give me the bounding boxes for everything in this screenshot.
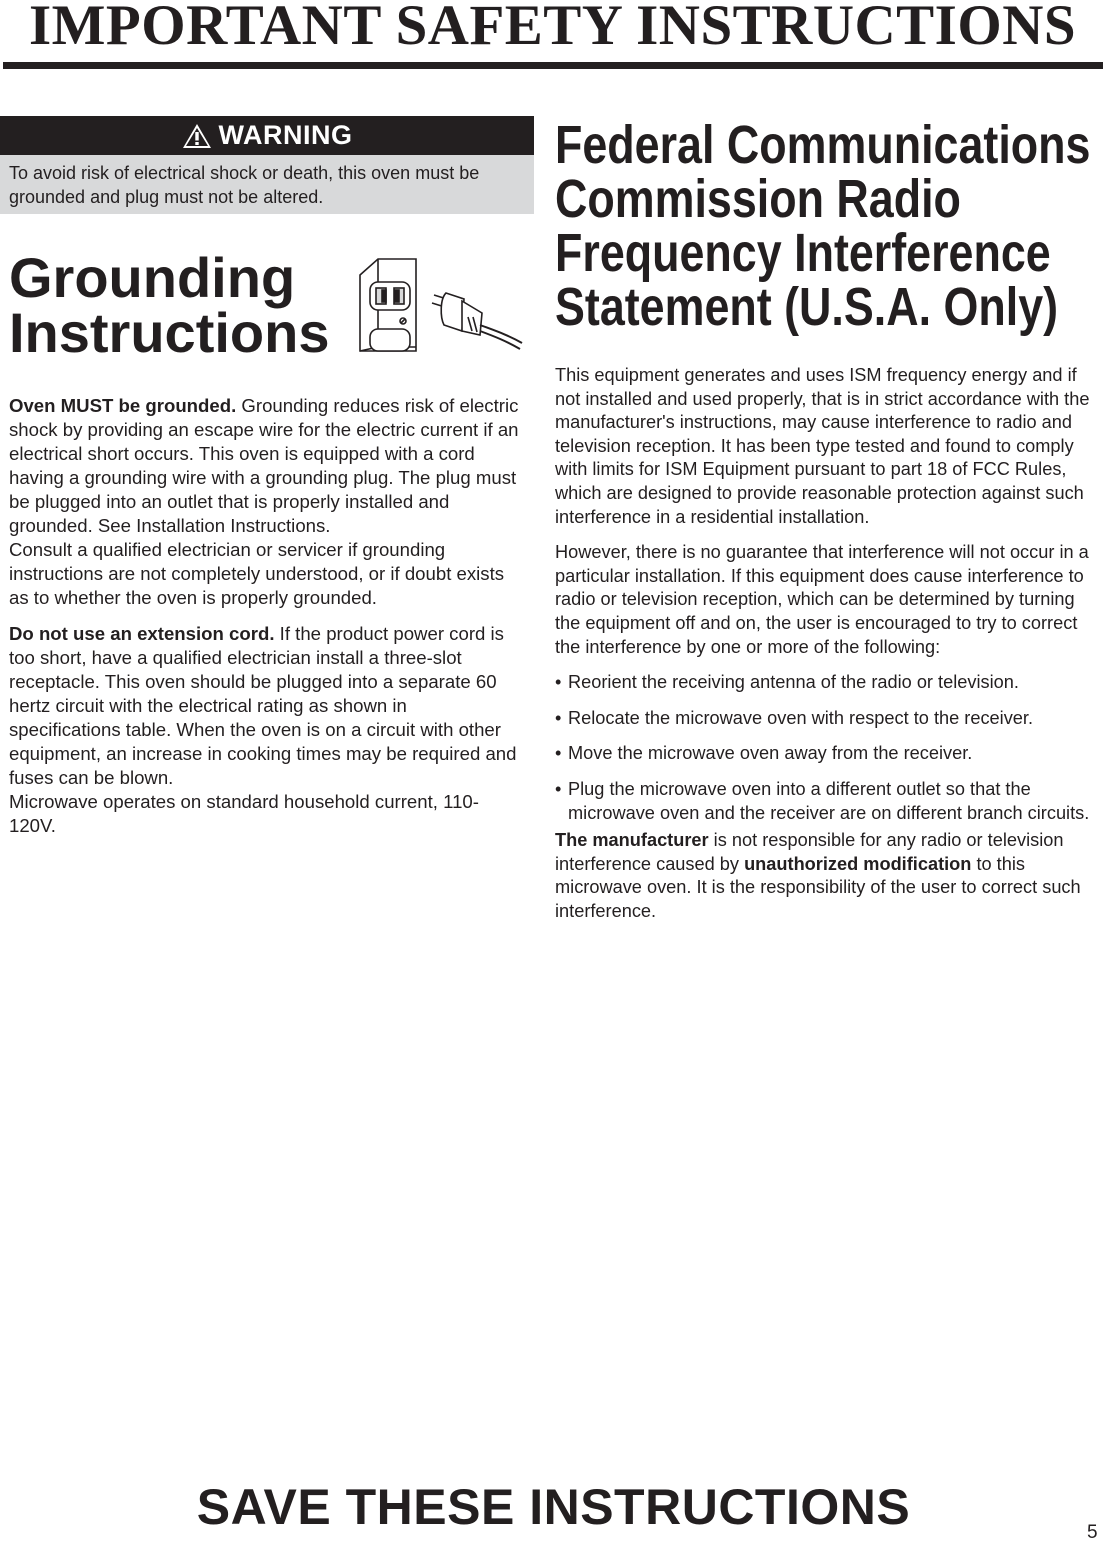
warning-label: WARNING	[218, 120, 353, 150]
warning-box	[0, 116, 534, 214]
grounding-body	[9, 394, 523, 850]
list-item: • Move the microwave oven away from the receiver.	[555, 742, 1104, 766]
list-item: • Reorient the receiving antenna of the radio or television.	[555, 671, 1104, 695]
grounding-p1-lead: Oven MUST be grounded.	[9, 395, 237, 416]
fcc-p3-end: to this microwave oven. It is the responsibility of the user to correct such interference.	[555, 853, 1081, 921]
grounding-p1-continued: Consult a qualified electrician or servicer if grounding instructions are not completely understood, or if doubt exists as to whether the oven is properly grounded.	[9, 539, 505, 608]
grounding-title-line2: Instructions	[9, 301, 330, 364]
fcc-paragraph-2: However, there is no guarantee that interference will not occur in a particular installation. If this equipment does cause interference to radio or television reception, which can be determined by turning the equipment off and on, the user is encouraged to try to correct the interference by one or more of the following:	[555, 542, 1089, 657]
fcc-p3-lead: The manufacturer	[555, 830, 709, 851]
list-item: • Plug the microwave oven into a different outlet so that the microwave oven and the receiver are on different branch circuits.	[555, 778, 1104, 825]
fcc-paragraph-1: This equipment generates and uses ISM frequency energy and if not installed and used properly, that is in strict accordance with the manufacturer's instructions, may cause interference to radio and television reception. It has been type tested and found to comply with limits for ISM Equipment pursuant to part 18 of FCC Rules, which are designed to provide reasonable protection against such interference in a residential installation.	[555, 365, 1090, 527]
fcc-p3-bold: unauthorized modification	[744, 853, 972, 874]
grounding-title-line1: Grounding	[9, 246, 296, 309]
grounding-p2-continued: Microwave operates on standard household current, 110-120V.	[9, 791, 479, 836]
fcc-title-line4: Statement (U.S.A. Only)	[555, 277, 1059, 337]
fcc-title	[555, 115, 1091, 337]
grounding-paragraph-1	[9, 394, 523, 538]
fcc-paragraph-3	[555, 829, 1104, 923]
save-instructions-footer: SAVE THESE INSTRUCTIONS	[196, 1479, 911, 1535]
page-header-title: IMPORTANT SAFETY INSTRUCTIONS	[28, 0, 1077, 57]
warning-title-bar	[0, 116, 534, 155]
grounding-paragraph-2	[9, 622, 523, 790]
fcc-title-line3: Frequency Interference	[555, 223, 1051, 283]
fcc-title-line1: Federal Communications	[555, 115, 1091, 175]
warning-text: To avoid risk of electrical shock or death, this oven must be grounded and plug must not be altered.	[0, 155, 534, 214]
page-number: 5	[1087, 1522, 1098, 1543]
fcc-body	[555, 364, 1104, 935]
fcc-p3-mid: is not responsible for any radio or television interference caused by	[555, 830, 1064, 874]
header-divider	[3, 62, 1103, 69]
grounding-plug-icon	[432, 293, 522, 349]
grounding-p2-text: If the product power cord is too short, have a qualified electrician install a three-slot receptacle. This oven should be plugged into a separate 60 hertz circuit with the electrical rating as shown in specifications table. When the oven is on a circuit with other equipment, an increase in cooking times may be required and fuses can be blown.	[9, 623, 517, 788]
wall-outlet-icon	[360, 259, 416, 351]
fcc-title-line2: Commission Radio	[555, 169, 961, 229]
outlet-and-plug-illustration	[356, 255, 524, 353]
list-item: • Relocate the microwave oven with respect to the receiver.	[555, 707, 1104, 731]
grounding-p1-text: Grounding reduces risk of electric shock by providing an escape wire for the electric current if an electrical short occurs. This oven is equipped with a cord having a grounding wire with a grounding plug. The plug must be plugged into an outlet that is properly installed and grounded. See Installation Instructions.	[9, 395, 519, 536]
fcc-bullet-list	[555, 671, 1104, 825]
grounding-p2-lead: Do not use an extension cord.	[9, 623, 275, 644]
grounding-title	[9, 246, 349, 364]
warning-triangle-icon	[182, 123, 212, 149]
